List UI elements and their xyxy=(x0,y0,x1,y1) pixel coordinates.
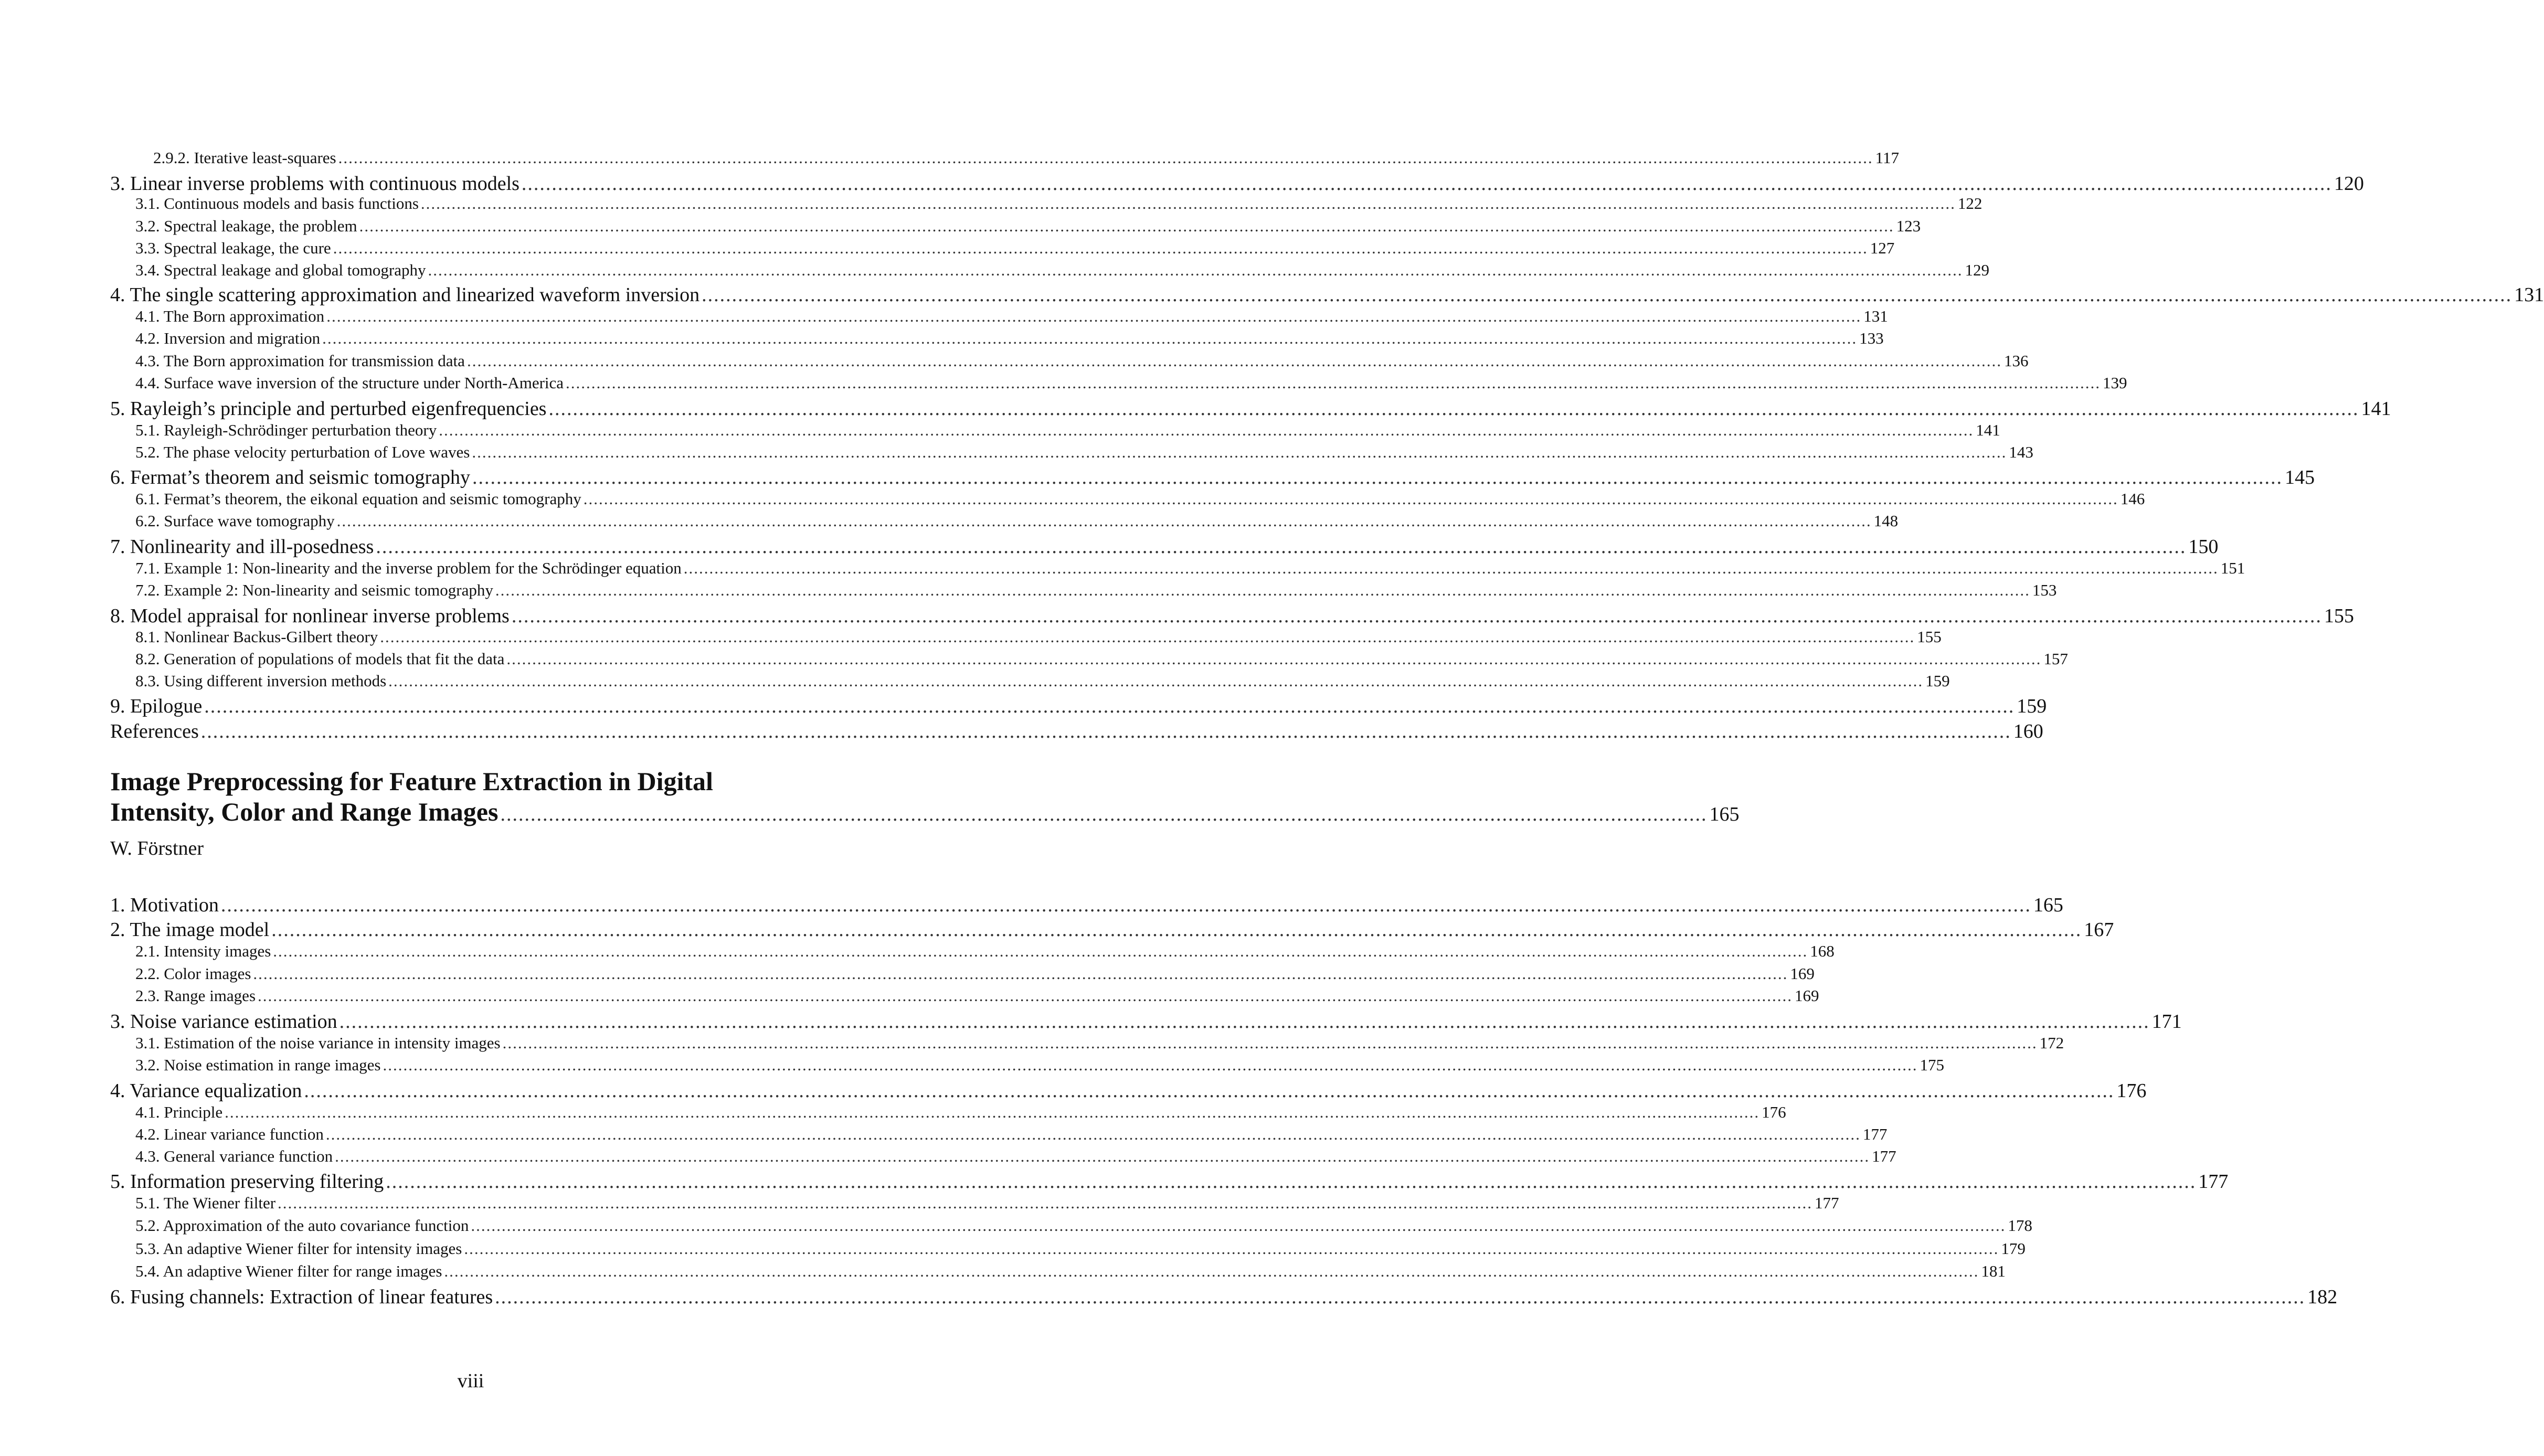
toc-entry xyxy=(110,1079,2147,1102)
toc-entry-page: 153 xyxy=(2032,581,2057,599)
leader-dots: ............................................................................................................................................................................................................................................................................................................ xyxy=(326,307,1862,325)
toc-entry xyxy=(135,1194,1839,1213)
leader-dots: ............................................................................................................................................................................................................................................................................................................ xyxy=(333,239,1868,257)
toc-entry xyxy=(135,352,2029,370)
toc-entry-page: 150 xyxy=(2188,536,2219,558)
toc-entry-page: 136 xyxy=(2004,352,2029,370)
toc-entry-page: 176 xyxy=(2116,1080,2147,1102)
toc-entry-page: 155 xyxy=(1917,628,1942,646)
leader-dots: ............................................................................................................................................................................................................................................................................................................ xyxy=(444,1262,1979,1280)
leader-dots: ............................................................................................................................................................................................................................................................................................................ xyxy=(304,1080,2115,1102)
toc-entry-page: 141 xyxy=(1976,421,2000,439)
toc-entry xyxy=(110,397,2391,420)
toc-entry-page: 176 xyxy=(1762,1103,1786,1121)
leader-dots: ............................................................................................................................................................................................................................................................................................................ xyxy=(273,942,1808,960)
toc-entry xyxy=(135,307,1888,326)
leader-dots: ............................................................................................................................................................................................................................................................................................................ xyxy=(258,986,1793,1005)
toc-entry-title: 2.2. Color images xyxy=(135,964,251,983)
toc-entry xyxy=(135,628,1942,646)
toc-entry-page: 131 xyxy=(2514,284,2544,306)
toc-entry xyxy=(135,217,1921,236)
toc-entry xyxy=(135,261,1990,280)
toc-entry-title: References xyxy=(110,720,199,742)
toc-entry-title: 8.2. Generation of populations of models that fit the data xyxy=(135,650,505,668)
leader-dots: ............................................................................................................................................................................................................................................................................................................ xyxy=(467,352,2002,370)
leader-dots: ............................................................................................................................................................................................................................................................................................................ xyxy=(495,1286,2306,1308)
toc-entry-page: 139 xyxy=(2103,374,2127,392)
toc-entry-title: 3.3. Spectral leakage, the cure xyxy=(135,239,331,257)
toc-entry xyxy=(110,1170,2229,1193)
chapter-author: W. Förstner xyxy=(110,837,204,859)
toc-entry xyxy=(110,283,2544,306)
toc-entry xyxy=(110,604,2354,628)
toc-entry xyxy=(110,466,2315,489)
toc-entry-page: 117 xyxy=(1875,148,1899,167)
toc-entry xyxy=(135,512,1899,530)
toc-entry-page: 141 xyxy=(2361,398,2391,420)
toc-entry-title: 4.1. Principle xyxy=(135,1103,223,1121)
leader-dots: ............................................................................................................................................................................................................................................................................................................ xyxy=(380,628,1915,646)
toc-entry-title: 5.3. An adaptive Wiener filter for intensity images xyxy=(135,1239,462,1258)
toc-entry-page: 157 xyxy=(2043,650,2068,668)
toc-entry-title: 4.2. Inversion and migration xyxy=(135,329,321,347)
toc-entry-page: 172 xyxy=(2039,1034,2064,1052)
toc-entry-title: 2.3. Range images xyxy=(135,986,256,1005)
toc-entry-title: 9. Epilogue xyxy=(110,695,203,717)
toc-entry xyxy=(110,918,2114,941)
toc-entry xyxy=(110,894,2063,917)
leader-dots: ............................................................................................................................................................................................................................................................................................................ xyxy=(335,1147,1870,1165)
toc-entry-title: 2.9.2. Iterative least-squares xyxy=(153,148,336,167)
toc-entry-title: 8. Model appraisal for nonlinear inverse problems xyxy=(110,605,510,627)
leader-dots: ............................................................................................................................................................................................................................................................................................................ xyxy=(495,581,2030,599)
toc-entry xyxy=(135,672,1950,690)
toc-entry xyxy=(135,443,2033,462)
leader-dots: ............................................................................................................................................................................................................................................................................................................ xyxy=(583,490,2118,508)
toc-entry-title: 5.1. The Wiener filter xyxy=(135,1194,276,1212)
leader-dots: ........................................................................................................................................................................................................ xyxy=(500,803,1708,825)
leader-dots: ............................................................................................................................................................................................................................................................................................................ xyxy=(376,536,2187,558)
toc-entry xyxy=(110,695,2047,718)
leader-dots: ............................................................................................................................................................................................................................................................................................................ xyxy=(200,720,2011,742)
leader-dots: ............................................................................................................................................................................................................................................................................................................ xyxy=(271,919,2082,941)
leader-dots: ............................................................................................................................................................................................................................................................................................................ xyxy=(566,374,2101,392)
toc-entry-title: 5.2. Approximation of the auto covariance function xyxy=(135,1216,469,1235)
toc-entry xyxy=(110,1285,2338,1309)
toc-entry-page: 146 xyxy=(2120,490,2145,508)
leader-dots: ............................................................................................................................................................................................................................................................................................................ xyxy=(322,329,1858,347)
toc-entry-title: 3. Noise variance estimation xyxy=(110,1011,337,1033)
toc-entry-page: 120 xyxy=(2334,173,2364,195)
toc-entry xyxy=(135,1239,2026,1258)
leader-dots: ............................................................................................................................................................................................................................................................................................................ xyxy=(386,1171,2197,1193)
leader-dots: ............................................................................................................................................................................................................................................................................................................ xyxy=(683,559,2219,577)
toc-entry-page: 169 xyxy=(1795,986,1819,1005)
toc-entry-page: 169 xyxy=(1790,964,1815,983)
toc-entry-page: 145 xyxy=(2284,466,2315,488)
toc-entry-page: 175 xyxy=(1920,1056,1944,1074)
toc-entry-page: 167 xyxy=(2084,919,2114,941)
toc-entry-title: 4.2. Linear variance function xyxy=(135,1125,324,1143)
leader-dots: ............................................................................................................................................................................................................................................................................................................ xyxy=(225,1103,1760,1121)
leader-dots: ............................................................................................................................................................................................................................................................................................................ xyxy=(521,173,2332,195)
leader-dots: ............................................................................................................................................................................................................................................................................................................ xyxy=(428,261,1963,279)
leader-dots: ............................................................................................................................................................................................................................................................................................................ xyxy=(464,1239,1999,1258)
chapter-title-row xyxy=(110,796,1740,827)
toc-entry xyxy=(135,329,1884,348)
toc-entry xyxy=(135,421,2000,440)
toc-entry-page: 122 xyxy=(1957,194,1983,212)
toc-entry-title: 8.1. Nonlinear Backus-Gilbert theory xyxy=(135,628,378,646)
toc-entry xyxy=(135,1262,2006,1281)
toc-entry-title: 1. Motivation xyxy=(110,894,219,916)
toc-entry-title: 6. Fusing channels: Extraction of linear features xyxy=(110,1286,493,1308)
toc-entry-page: 148 xyxy=(1873,512,1899,530)
toc-entry xyxy=(135,490,2145,508)
toc-entry-page: 165 xyxy=(2033,894,2063,916)
toc-entry xyxy=(110,535,2219,558)
toc-entry xyxy=(153,148,1899,167)
toc-entry xyxy=(135,942,1835,961)
toc-entry-page: 127 xyxy=(1870,239,1895,257)
leader-dots: ............................................................................................................................................................................................................................................................................................................ xyxy=(439,421,1974,439)
toc-entry xyxy=(135,239,1895,258)
toc-entry-title: 3.1. Estimation of the noise variance in intensity images xyxy=(135,1034,501,1052)
toc-entry xyxy=(135,194,1983,213)
toc-entry-page: 177 xyxy=(1815,1194,1839,1212)
toc-entry-title: 3. Linear inverse problems with continuous models xyxy=(110,173,520,195)
leader-dots: ............................................................................................................................................................................................................................................................................................................ xyxy=(220,894,2031,916)
toc-entry-title: 5.1. Rayleigh-Schrödinger perturbation theory xyxy=(135,421,437,439)
toc-entry-title: 7. Nonlinearity and ill-posedness xyxy=(110,536,374,558)
toc-entry xyxy=(135,964,1815,983)
toc-entry-title: 2.1. Intensity images xyxy=(135,942,271,960)
toc-entry-title: 7.2. Example 2: Non-linearity and seismic tomography xyxy=(135,581,493,599)
toc-entry-title: 6.1. Fermat’s theorem, the eikonal equation and seismic tomography xyxy=(135,490,581,508)
toc-entry-title: 3.2. Noise estimation in range images xyxy=(135,1056,381,1074)
leader-dots: ............................................................................................................................................................................................................................................................................................................ xyxy=(388,672,1924,690)
toc-entry xyxy=(135,1056,1944,1075)
leader-dots: ............................................................................................................................................................................................................................................................................................................ xyxy=(506,650,2042,668)
toc-entry-title: 5.2. The phase velocity perturbation of Love waves xyxy=(135,443,470,461)
leader-dots: ............................................................................................................................................................................................................................................................................................................ xyxy=(359,217,1894,235)
toc-entry-title: 3.4. Spectral leakage and global tomography xyxy=(135,261,426,279)
toc-entry-page: 151 xyxy=(2220,559,2245,577)
chapter-title-line-1: Image Preprocessing for Feature Extraction in Digital xyxy=(110,767,713,796)
leader-dots: ............................................................................................................................................................................................................................................................................................................ xyxy=(511,605,2322,627)
toc-entry-title: 2. The image model xyxy=(110,919,270,941)
toc-entry xyxy=(135,559,2245,578)
toc-entry-title: 4. The single scattering approximation and linearized waveform inversion xyxy=(110,284,700,306)
toc-entry-page: 178 xyxy=(2008,1216,2032,1235)
toc-entry-title: 4.3. General variance function xyxy=(135,1147,333,1165)
toc-entry xyxy=(135,650,2068,668)
toc-entry xyxy=(110,720,2043,743)
toc-entry-title: 4.3. The Born approximation for transmission data xyxy=(135,352,465,370)
chapter-title-line-2: Intensity, Color and Range Images xyxy=(110,797,499,826)
toc-entry-title: 6.2. Surface wave tomography xyxy=(135,512,335,530)
toc-entry-page: 159 xyxy=(1925,672,1950,690)
leader-dots: ............................................................................................................................................................................................................................................................................................................ xyxy=(548,398,2359,420)
toc-entry-page: 182 xyxy=(2307,1286,2338,1308)
toc-entry-page: 143 xyxy=(2009,443,2033,461)
leader-dots: ............................................................................................................................................................................................................................................................................................................ xyxy=(502,1034,2038,1052)
toc-entry-page: 129 xyxy=(1965,261,1990,279)
toc-entry-page: 177 xyxy=(1862,1125,1888,1143)
toc-entry xyxy=(135,1216,2032,1235)
toc-entry xyxy=(135,1034,2064,1053)
leader-dots: ............................................................................................................................................................................................................................................................................................................ xyxy=(338,148,1873,167)
toc-entry-page: 179 xyxy=(2001,1239,2026,1258)
toc-entry-title: 4.1. The Born approximation xyxy=(135,307,325,325)
toc-entry-page: 133 xyxy=(1859,329,1884,347)
leader-dots: ............................................................................................................................................................................................................................................................................................................ xyxy=(325,1125,1861,1143)
toc-entry-title: 6. Fermat’s theorem and seismic tomography xyxy=(110,466,470,488)
toc-entry xyxy=(135,1125,1888,1144)
leader-dots: ............................................................................................................................................................................................................................................................................................................ xyxy=(336,512,1872,530)
leader-dots: ............................................................................................................................................................................................................................................................................................................ xyxy=(472,443,2007,461)
toc-entry-page: 181 xyxy=(1981,1262,2006,1280)
toc-entry-title: 3.1. Continuous models and basis functions xyxy=(135,194,419,212)
toc-entry xyxy=(110,172,2364,195)
toc-entry-title: 5. Information preserving filtering xyxy=(110,1171,384,1193)
toc-entry-title: 7.1. Example 1: Non-linearity and the inverse problem for the Schrödinger equation xyxy=(135,559,682,577)
toc-entry xyxy=(135,986,1819,1005)
toc-entry xyxy=(135,374,2127,392)
toc-entry-title: 4. Variance equalization xyxy=(110,1080,302,1102)
toc-entry-title: 5. Rayleigh’s principle and perturbed eigenfrequencies xyxy=(110,398,547,420)
toc-entry xyxy=(135,1103,1786,1122)
leader-dots: ............................................................................................................................................................................................................................................................................................................ xyxy=(253,964,1788,983)
toc-entry-title: 8.3. Using different inversion methods xyxy=(135,672,387,690)
leader-dots: ............................................................................................................................................................................................................................................................................................................ xyxy=(383,1056,1918,1074)
leader-dots: ............................................................................................................................................................................................................................................................................................................ xyxy=(420,194,1956,212)
toc-entry-title: 3.2. Spectral leakage, the problem xyxy=(135,217,357,235)
toc-entry-page: 155 xyxy=(2324,605,2354,627)
leader-dots: ............................................................................................................................................................................................................................................................................................................ xyxy=(472,466,2283,488)
toc-entry xyxy=(110,1010,2182,1033)
toc-entry xyxy=(135,581,2057,600)
toc-entry-page: 160 xyxy=(2013,720,2043,742)
chapter-page: 165 xyxy=(1709,803,1740,825)
leader-dots: ............................................................................................................................................................................................................................................................................................................ xyxy=(702,284,2513,306)
toc-entry-page: 159 xyxy=(2017,695,2047,717)
toc-entry-page: 171 xyxy=(2151,1011,2182,1033)
leader-dots: ............................................................................................................................................................................................................................................................................................................ xyxy=(471,1216,2006,1235)
toc-entry-page: 177 xyxy=(1872,1147,1896,1165)
leader-dots: ............................................................................................................................................................................................................................................................................................................ xyxy=(278,1194,1813,1212)
toc-entry-page: 177 xyxy=(2198,1171,2229,1193)
leader-dots: ............................................................................................................................................................................................................................................................................................................ xyxy=(204,695,2015,717)
toc-entry-title: 4.4. Surface wave inversion of the structure under North-America xyxy=(135,374,564,392)
toc-entry-page: 131 xyxy=(1863,307,1888,325)
toc-entry-page: 123 xyxy=(1896,217,1921,235)
leader-dots: ............................................................................................................................................................................................................................................................................................................ xyxy=(339,1011,2150,1033)
toc-entry xyxy=(135,1147,1896,1166)
toc-entry-page: 168 xyxy=(1810,942,1835,960)
toc-entry-title: 5.4. An adaptive Wiener filter for range images xyxy=(135,1262,442,1280)
page-number: viii xyxy=(457,1370,484,1392)
